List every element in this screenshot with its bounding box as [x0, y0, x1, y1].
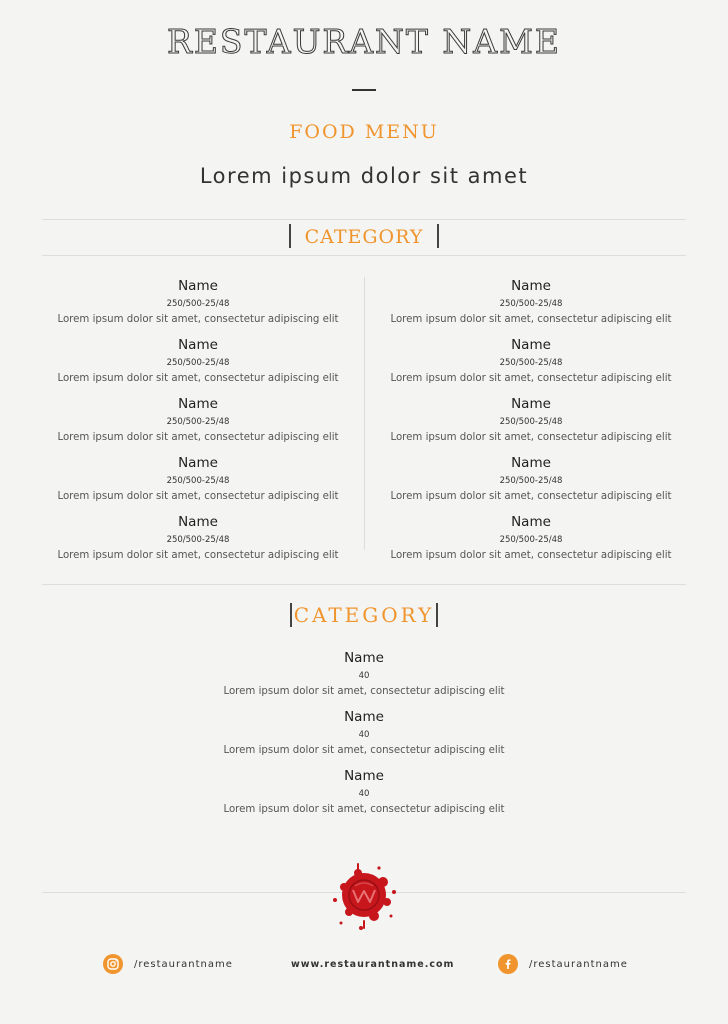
item-price: 250/500-25/48 [166, 476, 230, 486]
item-name: Name [511, 278, 551, 294]
item-name: Name [511, 396, 551, 412]
menu-item [371, 453, 691, 512]
item-name: Name [511, 337, 551, 353]
item-description: Lorem ipsum dolor sit amet, consectetur adipiscing elit [57, 550, 339, 561]
menu-label: FOOD MENU [289, 121, 439, 143]
item-price: 250/500-25/48 [499, 535, 563, 545]
menu-item [38, 512, 358, 571]
item-description: Lorem ipsum dolor sit amet, consectetur adipiscing elit [57, 373, 339, 384]
category-heading [0, 223, 728, 251]
item-description: Lorem ipsum dolor sit amet, consectetur adipiscing elit [57, 432, 339, 443]
item-price: 40 [358, 789, 370, 799]
menu-subtitle: Lorem ipsum dolor sit amet [199, 164, 529, 188]
item-description: Lorem ipsum dolor sit amet, consectetur adipiscing elit [390, 314, 672, 325]
item-description: Lorem ipsum dolor sit amet, consectetur adipiscing elit [57, 314, 339, 325]
heading-bar [437, 224, 439, 248]
menu-item [371, 276, 691, 335]
category-title: CATEGORY [304, 226, 424, 248]
item-name: Name [344, 650, 384, 666]
menu-item [164, 648, 564, 707]
menu-column-single [164, 648, 564, 825]
menu-item [164, 707, 564, 766]
item-description: Lorem ipsum dolor sit amet, consectetur adipiscing elit [223, 745, 505, 756]
wax-seal-logo [327, 860, 401, 934]
menu-item [38, 453, 358, 512]
website-url: www.restaurantname.com [291, 958, 455, 970]
category-heading [0, 601, 728, 629]
item-price: 40 [358, 730, 370, 740]
item-description: Lorem ipsum dolor sit amet, consectetur adipiscing elit [390, 373, 672, 384]
item-price: 250/500-25/48 [166, 299, 230, 309]
heading-bar [290, 603, 292, 627]
menu-item [38, 335, 358, 394]
facebook-icon [498, 954, 518, 974]
heading-bar [289, 224, 291, 248]
item-name: Name [178, 396, 218, 412]
divider [42, 219, 686, 220]
menu-column-right [371, 276, 691, 571]
column-divider [364, 277, 365, 550]
item-name: Name [178, 455, 218, 471]
item-price: 250/500-25/48 [166, 535, 230, 545]
item-price: 250/500-25/48 [499, 476, 563, 486]
item-description: Lorem ipsum dolor sit amet, consectetur adipiscing elit [223, 686, 505, 697]
item-description: Lorem ipsum dolor sit amet, consectetur adipiscing elit [390, 550, 672, 561]
restaurant-name: RESTAURANT NAME [166, 22, 562, 61]
divider [42, 584, 686, 585]
instagram-icon [103, 954, 123, 974]
item-name: Name [178, 514, 218, 530]
menu-item [371, 394, 691, 453]
facebook-link[interactable] [498, 953, 628, 975]
instagram-link[interactable] [103, 953, 233, 975]
heading-bar [436, 603, 438, 627]
item-name: Name [178, 278, 218, 294]
item-price: 250/500-25/48 [499, 358, 563, 368]
menu-item [371, 512, 691, 571]
item-description: Lorem ipsum dolor sit amet, consectetur adipiscing elit [390, 491, 672, 502]
item-name: Name [511, 514, 551, 530]
menu-column-left [38, 276, 358, 571]
website-link[interactable] [291, 953, 454, 975]
item-price: 250/500-25/48 [499, 299, 563, 309]
item-price: 250/500-25/48 [166, 417, 230, 427]
item-price: 40 [358, 671, 370, 681]
item-price: 250/500-25/48 [499, 417, 563, 427]
item-description: Lorem ipsum dolor sit amet, consectetur adipiscing elit [390, 432, 672, 443]
item-name: Name [344, 768, 384, 784]
menu-item [371, 335, 691, 394]
item-name: Name [178, 337, 218, 353]
item-description: Lorem ipsum dolor sit amet, consectetur adipiscing elit [57, 491, 339, 502]
title-divider [352, 89, 376, 91]
menu-item [38, 394, 358, 453]
item-description: Lorem ipsum dolor sit amet, consectetur adipiscing elit [223, 804, 505, 815]
menu-item [38, 276, 358, 335]
divider [42, 255, 686, 256]
item-name: Name [511, 455, 551, 471]
menu-item [164, 766, 564, 825]
item-price: 250/500-25/48 [166, 358, 230, 368]
item-name: Name [344, 709, 384, 725]
category-title: CATEGORY [293, 603, 435, 627]
facebook-handle: /restaurantname [529, 958, 628, 970]
instagram-handle: /restaurantname [134, 958, 233, 970]
